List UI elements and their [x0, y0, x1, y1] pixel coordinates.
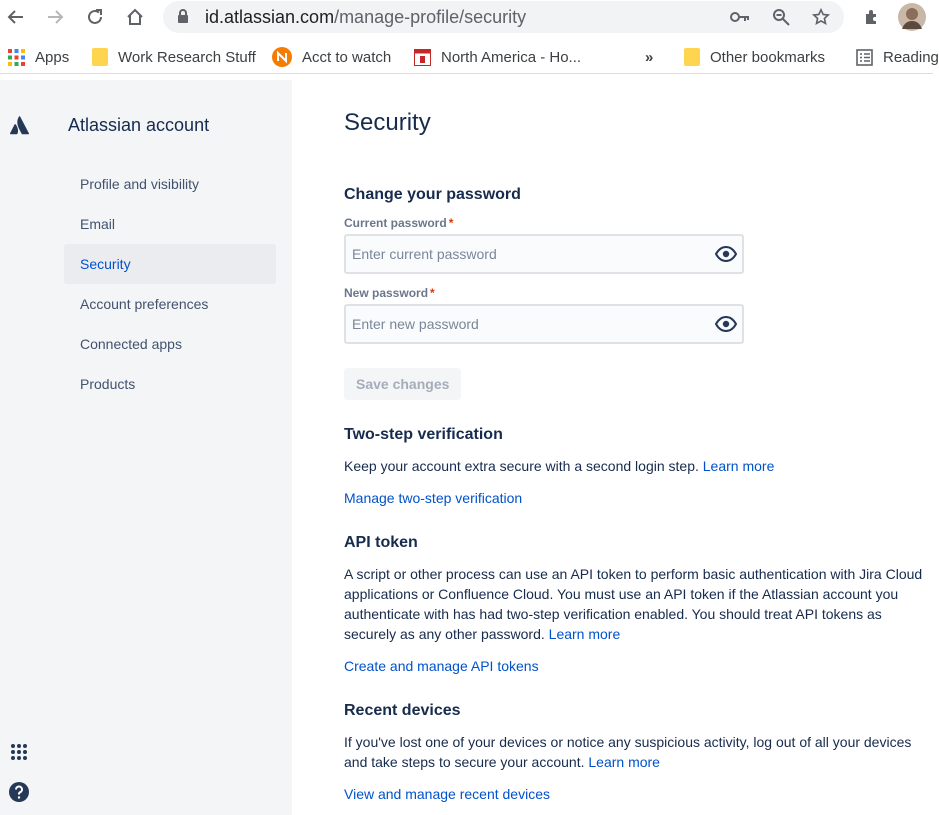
atlassian-logo-icon[interactable]: [10, 115, 30, 140]
new-password-input[interactable]: [346, 306, 706, 342]
bookmark-apps-label: Apps: [35, 48, 70, 66]
change-password-heading: Change your password: [344, 186, 521, 203]
sidebar-item-email[interactable]: Email: [80, 216, 116, 232]
sidebar-item-connected-apps[interactable]: Connected apps: [80, 336, 182, 352]
bookmark-work-research-label: Work Research Stuff: [118, 48, 256, 66]
api-token-description: [344, 564, 929, 644]
api-token-text: A script or other process can use an API token to perform basic authentication with Jira Cloud applications or Confluence Cloud. You must use an API token if the Atlassian account you authenticate with has had two-step verification enabled. You should treat API tokens as securely as any other password.: [344, 566, 923, 642]
recent-devices-text: If you've lost one of your devices or notice any suspicious activity, log out of all your devices and take steps to secure your account.: [344, 734, 912, 770]
url-text[interactable]: [205, 7, 526, 28]
bookmark-other-bookmarks[interactable]: [684, 46, 825, 68]
two-step-description: [344, 456, 929, 476]
forward-arrow-icon[interactable]: [42, 4, 68, 30]
calendar-favicon-icon: [414, 49, 431, 66]
page-title: Security: [344, 109, 431, 136]
sidebar: [0, 80, 292, 815]
api-token-heading: API token: [344, 534, 418, 551]
reload-icon[interactable]: [82, 4, 108, 30]
address-bar[interactable]: [163, 1, 844, 33]
sidebar-item-products[interactable]: Products: [80, 376, 136, 392]
app-switcher-icon[interactable]: [8, 741, 30, 763]
two-step-text: Keep your account extra secure with a second login step.: [344, 458, 699, 474]
bookmarks-overflow-chevron[interactable]: »: [645, 48, 654, 66]
required-asterisk: *: [430, 286, 435, 300]
sidebar-brand-title[interactable]: Atlassian account: [68, 115, 210, 135]
recent-devices-description: [344, 732, 929, 772]
help-icon[interactable]: [8, 781, 30, 803]
recent-devices-learn-more-link[interactable]: Learn more: [588, 754, 660, 770]
home-icon[interactable]: [122, 4, 148, 30]
bookmark-acct-to-watch[interactable]: [272, 46, 391, 68]
bookmark-north-america[interactable]: [414, 46, 581, 68]
show-password-eye-icon[interactable]: [714, 313, 738, 335]
sidebar-item-account-preferences[interactable]: Account preferences: [80, 296, 209, 312]
bookmark-apps[interactable]: [8, 46, 69, 68]
bookmark-other-bookmarks-label: Other bookmarks: [710, 48, 826, 66]
new-password-field[interactable]: [344, 304, 744, 344]
lock-icon[interactable]: [177, 9, 189, 29]
url-path: /manage-profile/security: [334, 7, 527, 27]
zoom-icon[interactable]: [770, 6, 792, 28]
apps-grid-icon: [8, 49, 25, 66]
key-icon[interactable]: [729, 6, 751, 28]
new-password-label-text: New password: [344, 286, 429, 300]
profile-avatar-icon[interactable]: [898, 3, 926, 31]
folder-icon: [684, 48, 700, 66]
current-password-label: [344, 216, 453, 230]
two-step-heading: Two-step verification: [344, 426, 503, 443]
site-favicon-icon: [272, 47, 292, 67]
browser-toolbar: [0, 0, 933, 34]
bookmark-star-icon[interactable]: [810, 6, 832, 28]
back-arrow-icon[interactable]: [3, 4, 29, 30]
required-asterisk: *: [448, 216, 454, 230]
new-password-label: [344, 286, 435, 300]
current-password-label-text: Current password: [344, 216, 447, 230]
sidebar-item-profile-and-visibility[interactable]: Profile and visibility: [80, 176, 200, 192]
two-step-learn-more-link[interactable]: Learn more: [702, 458, 775, 474]
folder-icon: [92, 48, 108, 66]
bookmark-reading-list-label: Reading: [883, 48, 939, 66]
show-password-eye-icon[interactable]: [714, 243, 738, 265]
bookmarks-bar: [0, 40, 939, 74]
manage-two-step-link[interactable]: Manage two-step verification: [344, 490, 523, 506]
bookmark-acct-to-watch-label: Acct to watch: [302, 48, 392, 66]
bookmark-work-research[interactable]: [92, 46, 256, 68]
bookmark-reading-list[interactable]: [856, 46, 939, 68]
recent-devices-heading: Recent devices: [344, 702, 461, 719]
extensions-icon[interactable]: [859, 4, 885, 30]
main-content: [292, 80, 933, 815]
current-password-input[interactable]: [346, 236, 706, 272]
create-api-tokens-link[interactable]: Create and manage API tokens: [344, 658, 539, 674]
api-token-learn-more-link[interactable]: Learn more: [548, 626, 621, 642]
view-recent-devices-link[interactable]: View and manage recent devices: [344, 786, 550, 802]
sidebar-item-security[interactable]: Security: [64, 244, 276, 284]
save-changes-button[interactable]: Save changes: [344, 368, 461, 400]
reading-list-icon: [856, 49, 873, 66]
current-password-field[interactable]: [344, 234, 744, 274]
bookmark-north-america-label: North America - Ho...: [441, 48, 582, 66]
url-host: id.atlassian.com: [205, 7, 335, 27]
